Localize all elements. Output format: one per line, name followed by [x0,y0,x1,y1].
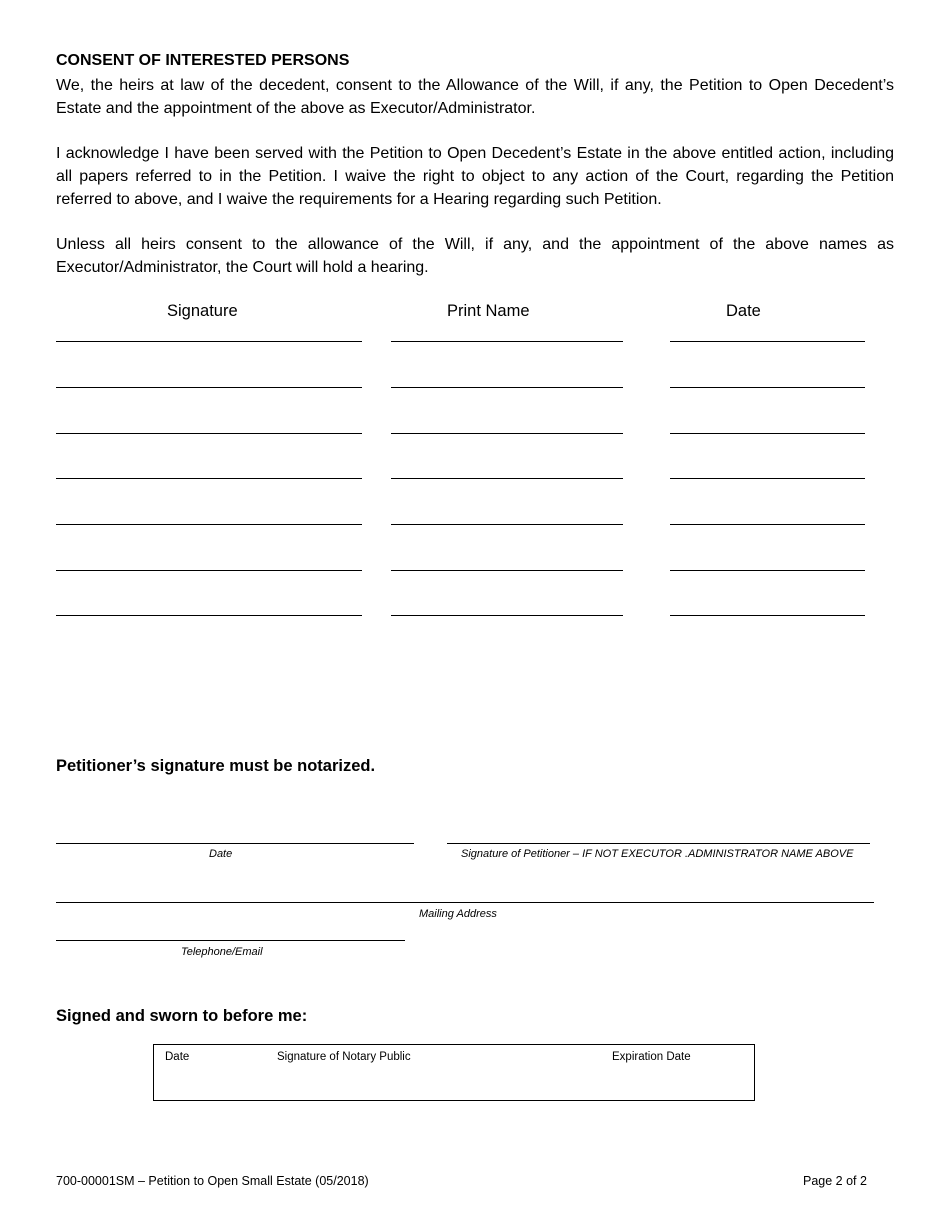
petitioner-signature-line[interactable] [447,843,870,844]
hearing-paragraph: Unless all heirs consent to the allowance of the Will, if any, and the appointment of the above names as Executor/Administrator, the Court will hold a hearing. [56,236,894,276]
mailing-address-caption: Mailing Address [419,908,497,920]
heir-print-name-line[interactable] [391,524,623,525]
heir-date-line[interactable] [670,478,865,479]
consent-paragraph: We, the heirs at law of the decedent, consent to the Allowance of the Will, if any, the Petition to Open Decedent’s Estate and the appointment of the above as Executor/Administrator. [56,77,894,117]
page-number: Page 2 of 2 [803,1174,867,1188]
heir-signature-line[interactable] [56,478,362,479]
date-column-header: Date [726,302,761,320]
notary-date-label: Date [165,1051,190,1063]
sworn-heading: Signed and sworn to before me: [56,1007,308,1025]
heir-signature-line[interactable] [56,570,362,571]
notarized-note: Petitioner’s signature must be notarized. [56,757,376,775]
heir-print-name-line[interactable] [391,433,623,434]
acknowledgement-paragraph: I acknowledge I have been served with the Petition to Open Decedent’s Estate in the above entitled action, including all papers referred to in the Petition. I waive the right to object to any action of the Court, regarding the Petition referred to above, and I waive the requirements for a Hearing regarding such Petition. [56,145,894,208]
heir-print-name-line[interactable] [391,615,623,616]
notary-signature-label: Signature of Notary Public [277,1051,411,1063]
petitioner-date-line[interactable] [56,843,414,844]
heir-signature-line[interactable] [56,524,362,525]
heir-signature-line[interactable] [56,341,362,342]
heir-print-name-line[interactable] [391,387,623,388]
heir-signature-line[interactable] [56,387,362,388]
telephone-email-line[interactable] [56,940,405,941]
print-name-column-header: Print Name [447,302,530,320]
form-id-footer: 700-00001SM – Petition to Open Small Estate (05/2018) [56,1174,369,1188]
heir-date-line[interactable] [670,615,865,616]
telephone-email-caption: Telephone/Email [181,946,263,958]
heir-date-line[interactable] [670,570,865,571]
petitioner-signature-caption: Signature of Petitioner – IF NOT EXECUTOR .ADMINISTRATOR NAME ABOVE [461,848,854,860]
heir-signature-line[interactable] [56,615,362,616]
heir-date-line[interactable] [670,433,865,434]
signature-column-header: Signature [167,302,238,320]
heir-print-name-line[interactable] [391,570,623,571]
heir-date-line[interactable] [670,524,865,525]
consent-heading: CONSENT OF INTERESTED PERSONS [56,52,350,69]
heir-print-name-line[interactable] [391,478,623,479]
petitioner-date-caption: Date [209,848,233,860]
heir-date-line[interactable] [670,387,865,388]
heir-signature-line[interactable] [56,433,362,434]
notary-expiration-label: Expiration Date [612,1051,691,1063]
mailing-address-line[interactable] [56,902,874,903]
heir-date-line[interactable] [670,341,865,342]
heir-print-name-line[interactable] [391,341,623,342]
